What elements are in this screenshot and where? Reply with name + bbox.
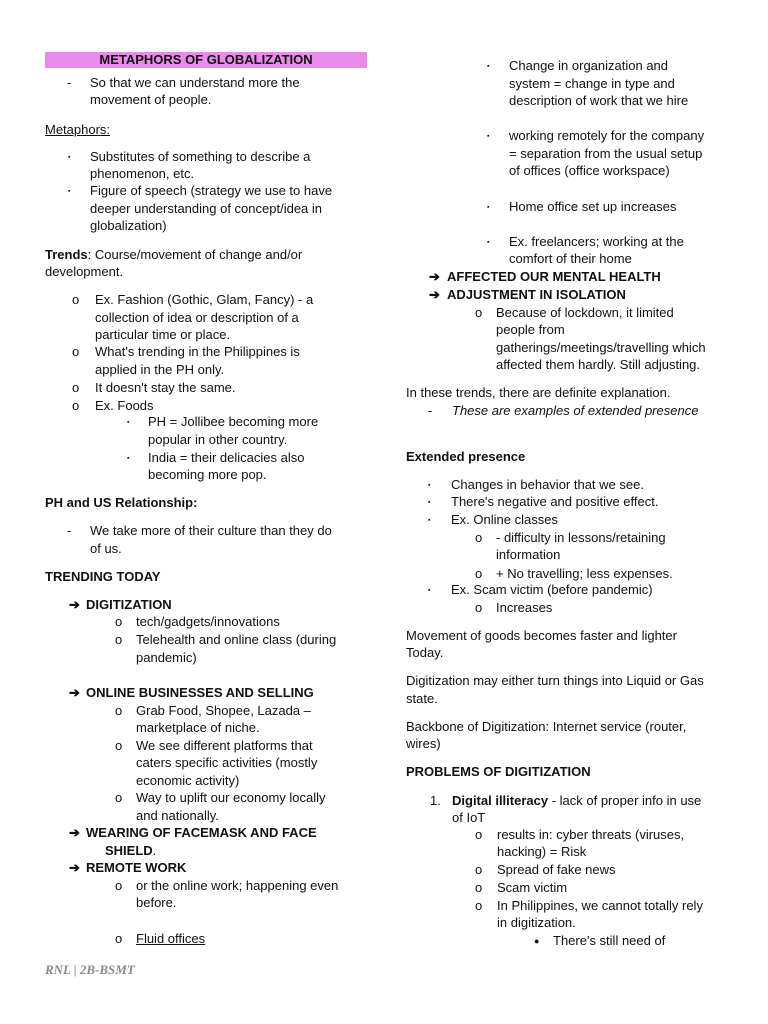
square-bullet: ▪ bbox=[68, 154, 71, 161]
circle-bullet: o bbox=[72, 380, 80, 395]
circle-bullet: o bbox=[72, 292, 80, 307]
problems-heading: PROBLEMS OF DIGITIZATION bbox=[406, 764, 591, 779]
remote-heading: REMOTE WORK bbox=[86, 860, 187, 875]
remote-subitem: system = change in type and bbox=[509, 76, 675, 91]
circle-bullet: o bbox=[115, 703, 123, 718]
circle-bullet: o bbox=[115, 878, 123, 893]
circle-bullet: o bbox=[72, 398, 80, 413]
intro-line: So that we can understand more the bbox=[90, 75, 300, 90]
problem-subitem: In Philippines, we cannot totally rely bbox=[497, 898, 703, 913]
square-bullet: ▪ bbox=[487, 239, 490, 246]
ph-us-text: of us. bbox=[90, 541, 122, 556]
food-item: India = their delicacies also bbox=[148, 450, 305, 465]
metaphor-item: deeper understanding of concept/idea in bbox=[90, 201, 323, 216]
backbone-paragraph: wires) bbox=[406, 736, 441, 751]
circle-bullet: o bbox=[475, 530, 483, 545]
problem-subsubitem: There's still need of bbox=[553, 933, 666, 948]
remote-subitem: Home office set up increases bbox=[509, 199, 677, 214]
isolation-item: affected them hardly. Still adjusting. bbox=[496, 357, 701, 372]
extended-item: There's negative and positive effect. bbox=[451, 494, 659, 509]
problem-subitem: Spread of fake news bbox=[497, 862, 616, 877]
mental-health-heading: AFFECTED OUR MENTAL HEALTH bbox=[447, 269, 661, 284]
biz-item: and nationally. bbox=[136, 808, 219, 823]
extended-item: Ex. Online classes bbox=[451, 512, 558, 527]
remote-subitem: of offices (office workspace) bbox=[509, 163, 670, 178]
problem-label: Digital illiteracy bbox=[452, 793, 549, 808]
arrow-bullet: ➔ bbox=[429, 287, 440, 302]
facemask-period: . bbox=[152, 843, 157, 858]
biz-item: caters specific activities (mostly bbox=[136, 755, 318, 770]
digi-item: pandemic) bbox=[136, 650, 197, 665]
food-item: becoming more pop. bbox=[148, 467, 267, 482]
square-bullet: ▪ bbox=[428, 517, 431, 524]
square-bullet: ▪ bbox=[68, 188, 71, 195]
dash-bullet: - bbox=[67, 523, 72, 538]
facemask-heading: WEARING OF FACEMASK AND FACE bbox=[86, 825, 317, 840]
remote-subitem: description of work that we hire bbox=[509, 93, 689, 108]
biz-item: marketplace of niche. bbox=[136, 720, 260, 735]
circle-bullet: o bbox=[475, 566, 483, 581]
circle-bullet: o bbox=[475, 898, 483, 913]
problem-subitem: results in: cyber threats (viruses, bbox=[497, 827, 685, 842]
extended-subitem: Increases bbox=[496, 600, 553, 615]
liquid-paragraph: Digitization may either turn things into Liquid or Gas bbox=[406, 673, 704, 688]
facemask-line bbox=[105, 842, 156, 860]
digi-item: Telehealth and online class (during bbox=[136, 632, 337, 647]
extended-subitem: + No travelling; less expenses. bbox=[496, 566, 673, 581]
remote-subitem: comfort of their home bbox=[509, 251, 632, 266]
extended-examples: These are examples of extended presence bbox=[452, 403, 699, 418]
extended-heading: Extended presence bbox=[406, 449, 526, 464]
facemask-heading: SHIELD bbox=[105, 843, 153, 858]
page-title: METAPHORS OF GLOBALIZATION bbox=[99, 52, 313, 67]
trend-item: Ex. Foods bbox=[95, 398, 154, 413]
square-bullet: ▪ bbox=[127, 419, 130, 426]
trend-item: applied in the PH only. bbox=[95, 362, 225, 377]
food-item: PH = Jollibee becoming more bbox=[148, 414, 319, 429]
square-bullet: ▪ bbox=[487, 204, 490, 211]
remote-subitem: = separation from the usual setup bbox=[509, 146, 703, 161]
circle-bullet: o bbox=[115, 632, 123, 647]
trends-label: Trends bbox=[45, 247, 88, 262]
metaphor-item: Substitutes of something to describe a bbox=[90, 149, 311, 164]
isolation-heading: ADJUSTMENT IN ISOLATION bbox=[447, 287, 626, 302]
square-bullet: ▪ bbox=[428, 499, 431, 506]
circle-bullet: o bbox=[72, 344, 80, 359]
arrow-bullet: ➔ bbox=[69, 825, 80, 840]
isolation-item: gatherings/meetings/travelling which bbox=[496, 340, 706, 355]
metaphor-item: phenomenon, etc. bbox=[90, 166, 195, 181]
problem-subitem: in digitization. bbox=[497, 915, 576, 930]
problem-subitem: Scam victim bbox=[497, 880, 568, 895]
square-bullet: ▪ bbox=[428, 587, 431, 594]
circle-bullet: o bbox=[115, 738, 123, 753]
online-biz-heading: ONLINE BUSINESSES AND SELLING bbox=[86, 685, 314, 700]
dot-bullet: ● bbox=[534, 936, 540, 946]
circle-bullet: o bbox=[475, 862, 483, 877]
goods-paragraph: Today. bbox=[406, 645, 444, 660]
page-footer: RNL | 2B-BSMT bbox=[45, 962, 135, 977]
square-bullet: ▪ bbox=[487, 133, 490, 140]
circle-bullet: o bbox=[115, 790, 123, 805]
problem-number: 1. bbox=[430, 793, 441, 808]
arrow-bullet: ➔ bbox=[69, 860, 80, 875]
backbone-paragraph: Backbone of Digitization: Internet service (router, bbox=[406, 719, 687, 734]
food-item: popular in other country. bbox=[148, 432, 288, 447]
square-bullet: ▪ bbox=[487, 63, 490, 70]
remote-item: before. bbox=[136, 895, 177, 910]
digi-item: tech/gadgets/innovations bbox=[136, 614, 280, 629]
arrow-bullet: ➔ bbox=[429, 269, 440, 284]
problem-subitem: hacking) = Risk bbox=[497, 844, 587, 859]
problem-line bbox=[452, 792, 701, 810]
circle-bullet: o bbox=[475, 600, 483, 615]
trends-line bbox=[45, 246, 302, 264]
arrow-bullet: ➔ bbox=[69, 597, 80, 612]
ph-us-heading: PH and US Relationship: bbox=[45, 495, 198, 510]
extended-subitem: information bbox=[496, 547, 561, 562]
biz-item: Grab Food, Shopee, Lazada – bbox=[136, 703, 311, 718]
intro-line: movement of people. bbox=[90, 92, 212, 107]
problem-text: - lack of proper info in use bbox=[548, 793, 702, 808]
trending-heading: TRENDING TODAY bbox=[45, 569, 161, 584]
fluid-offices: Fluid offices bbox=[136, 931, 206, 946]
remote-subitem: Ex. freelancers; working at the bbox=[509, 234, 684, 249]
problem-text: of IoT bbox=[452, 810, 486, 825]
remote-item: or the online work; happening even bbox=[136, 878, 339, 893]
trend-item: collection of idea or description of a bbox=[95, 310, 299, 325]
remote-subitem: Change in organization and bbox=[509, 58, 669, 73]
trends-text: development. bbox=[45, 264, 124, 279]
square-bullet: ▪ bbox=[127, 455, 130, 462]
goods-paragraph: Movement of goods becomes faster and lighter bbox=[406, 628, 677, 643]
biz-item: economic activity) bbox=[136, 773, 240, 788]
metaphor-item: globalization) bbox=[90, 218, 167, 233]
trend-item: Ex. Fashion (Gothic, Glam, Fancy) - a bbox=[95, 292, 314, 307]
trends-text: : Course/movement of change and/or bbox=[87, 247, 303, 262]
isolation-item: people from bbox=[496, 322, 565, 337]
trend-item: What's trending in the Philippines is bbox=[95, 344, 300, 359]
liquid-paragraph: state. bbox=[406, 691, 438, 706]
extended-item: Ex. Scam victim (before pandemic) bbox=[451, 582, 653, 597]
metaphors-heading: Metaphors: bbox=[45, 122, 111, 137]
biz-item: We see different platforms that bbox=[136, 738, 313, 753]
circle-bullet: o bbox=[475, 827, 483, 842]
trend-item: It doesn't stay the same. bbox=[95, 380, 236, 395]
isolation-item: Because of lockdown, it limited bbox=[496, 305, 674, 320]
trend-item: particular time or place. bbox=[95, 327, 231, 342]
arrow-bullet: ➔ bbox=[69, 685, 80, 700]
remote-subitem: working remotely for the company bbox=[509, 128, 705, 143]
dash-bullet: - bbox=[67, 75, 72, 90]
digitization-heading: DIGITIZATION bbox=[86, 597, 172, 612]
circle-bullet: o bbox=[115, 614, 123, 629]
trends-explanation: In these trends, there are definite explanation. bbox=[406, 385, 671, 400]
metaphor-item: Figure of speech (strategy we use to have bbox=[90, 183, 333, 198]
square-bullet: ▪ bbox=[428, 482, 431, 489]
dash-bullet: - bbox=[428, 403, 433, 418]
circle-bullet: o bbox=[475, 305, 483, 320]
circle-bullet: o bbox=[475, 880, 483, 895]
extended-subitem: - difficulty in lessons/retaining bbox=[496, 530, 666, 545]
extended-item: Changes in behavior that we see. bbox=[451, 477, 644, 492]
ph-us-text: We take more of their culture than they do bbox=[90, 523, 332, 538]
biz-item: Way to uplift our economy locally bbox=[136, 790, 326, 805]
circle-bullet: o bbox=[115, 931, 123, 946]
